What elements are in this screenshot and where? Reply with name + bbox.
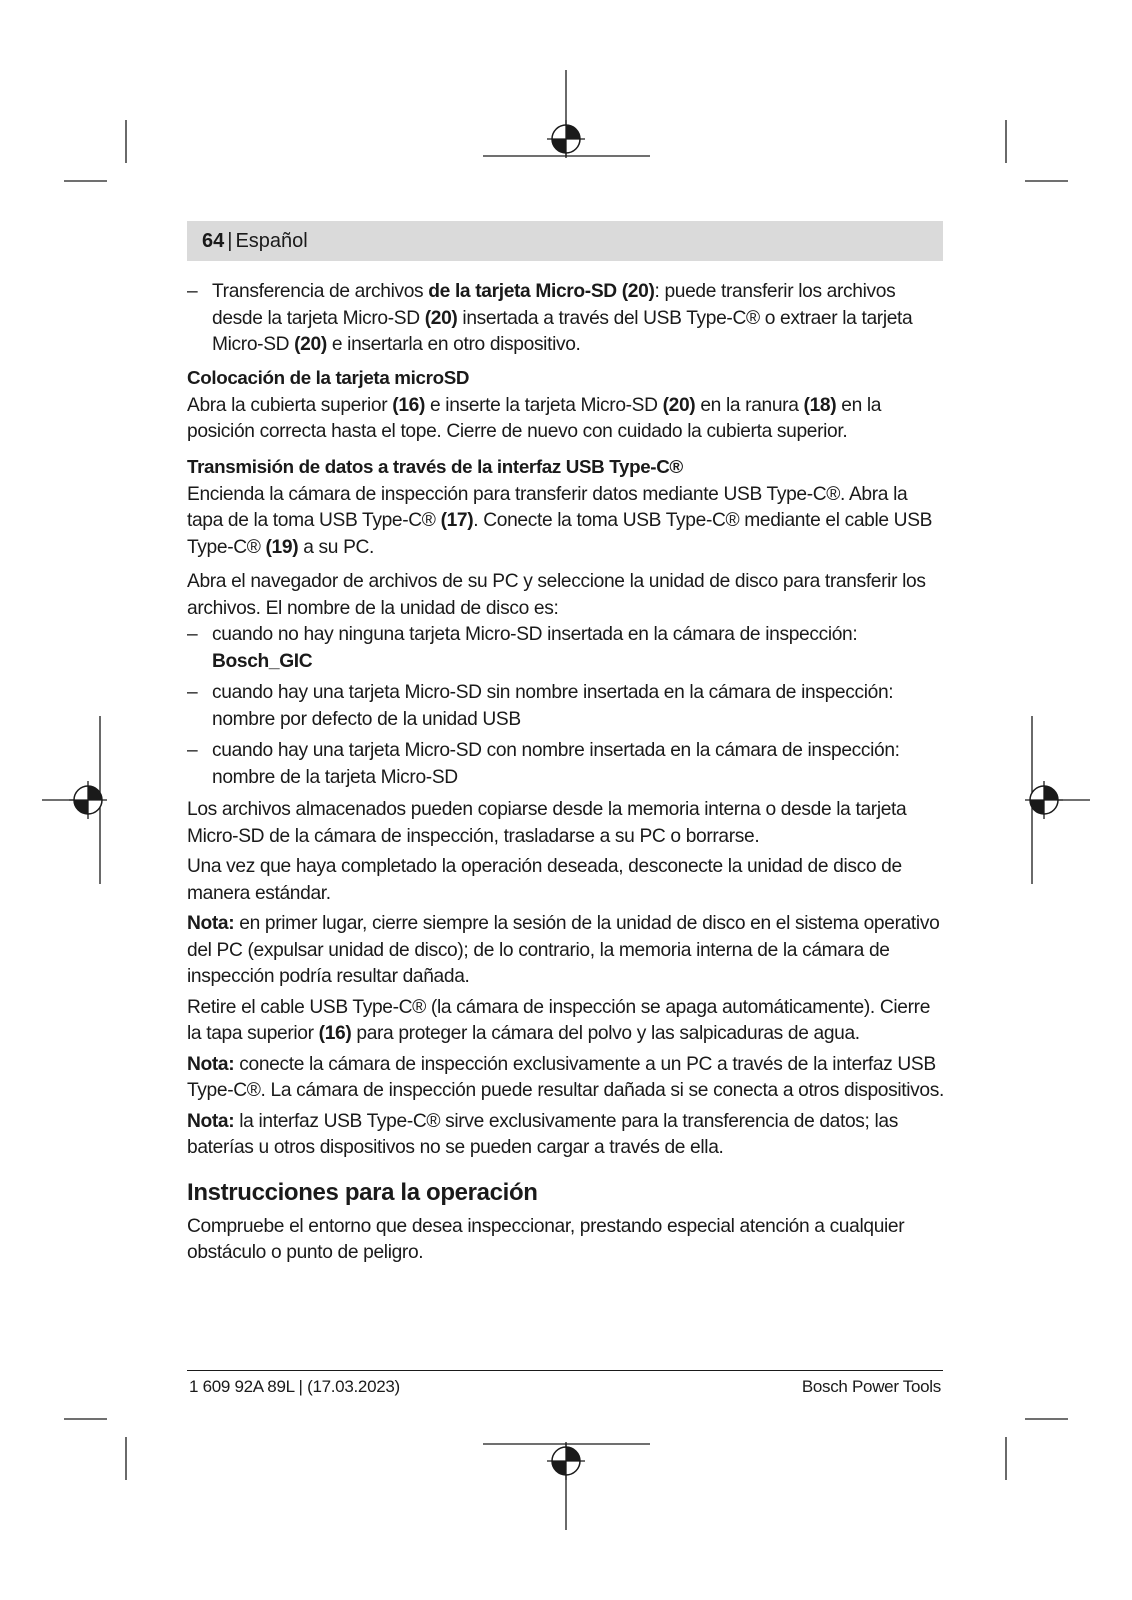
page-footer — [187, 1370, 943, 1396]
transfer-list — [187, 279, 947, 359]
registration-target-icon — [547, 120, 585, 158]
section-heading-microsd: Colocación de la tarjeta microSD — [187, 366, 470, 388]
page-header-text — [202, 230, 308, 252]
registration-target-icon — [547, 1442, 585, 1480]
registration-target-icon — [69, 781, 107, 819]
section-heading-usb: Transmisión de datos a través de la interfaz USB Type-C® — [187, 455, 683, 477]
brand-name: Bosch Power Tools — [801, 1377, 941, 1396]
document-reference: 1 609 92A 89L | (17.03.2023) — [189, 1377, 400, 1396]
paragraph: Abra la cubierta superior (16) e inserte la tarjeta Micro-SD (20) en la ranura (18) en la posición correcta hasta el tope. Cierre de nuevo con cuidado la cubierta superior. — [187, 394, 882, 442]
note-paragraph: Nota: en primer lugar, cierre siempre la sesión de la unidad de disco en el sistema operativo del PC (expulsar unidad de disco); de lo contrario, la memoria interna de la cámara de inspección podría resultar dañada. — [187, 913, 940, 987]
list-item: – Transferencia de archivos de la tarjeta Micro-SD (20): puede transferir los archivos desde la tarjeta Micro-SD (20) insertada a través del USB Type-C® o extraer la tarjeta Micro-SD (20) e insertarla en otro dispositivo. — [187, 281, 913, 355]
page-number: 64 — [202, 230, 225, 252]
paragraph: Encienda la cámara de inspección para transferir datos mediante USB Type-C®. Abra la tapa de la toma USB Type-C® (17). Conecte la toma USB Type-C® mediante el cable USB Type-C® (19) a su PC. — [187, 483, 933, 558]
list-item: – cuando hay una tarjeta Micro-SD sin nombre insertada en la cámara de inspección: nombre por defecto de la unidad USB — [187, 682, 894, 730]
note-paragraph: Nota: conecte la cámara de inspección exclusivamente a un PC a través de la interfaz USB Type-C®. La cámara de inspección puede resultar dañada si se conecta a otros dispositivos. — [187, 1053, 944, 1101]
page-body — [187, 279, 947, 1275]
list-item: – cuando hay una tarjeta Micro-SD con nombre insertada en la cámara de inspección: nombre de la tarjeta Micro-SD — [187, 740, 900, 788]
header-separator: | — [227, 230, 233, 252]
paragraph: Los archivos almacenados pueden copiarse desde la memoria interna o desde la tarjeta Micro-SD de la cámara de inspección, trasladarse a su PC o borrarse. — [187, 799, 907, 847]
paragraph: Una vez que haya completado la operación deseada, desconecte la unidad de disco de manera estándar. — [187, 856, 902, 904]
paragraph: Abra el navegador de archivos de su PC y seleccione la unidad de disco para transferir los archivos. El nombre de la unidad de disco es: — [187, 571, 926, 619]
page-header — [187, 221, 943, 261]
registration-target-icon — [1025, 781, 1063, 819]
paragraph: Retire el cable USB Type-C® (la cámara de inspección se apaga automáticamente). Cierre la tapa superior (16) para proteger la cámara del polvo y las salpicaduras de agua. — [187, 996, 931, 1044]
section-heading-operation: Instrucciones para la operación — [187, 1178, 538, 1206]
paragraph: Compruebe el entorno que desea inspeccionar, prestando especial atención a cualquier obstáculo o punto de peligro. — [187, 1215, 905, 1263]
list-item: – cuando no hay ninguna tarjeta Micro-SD insertada en la cámara de inspección: Bosch_GIC — [187, 624, 858, 672]
note-paragraph: Nota: la interfaz USB Type-C® sirve exclusivamente para la transferencia de datos; las baterías u otros dispositivos no se pueden cargar a través de ella. — [187, 1110, 898, 1158]
section-title: Español — [235, 230, 308, 252]
drive-name-list — [187, 622, 947, 791]
